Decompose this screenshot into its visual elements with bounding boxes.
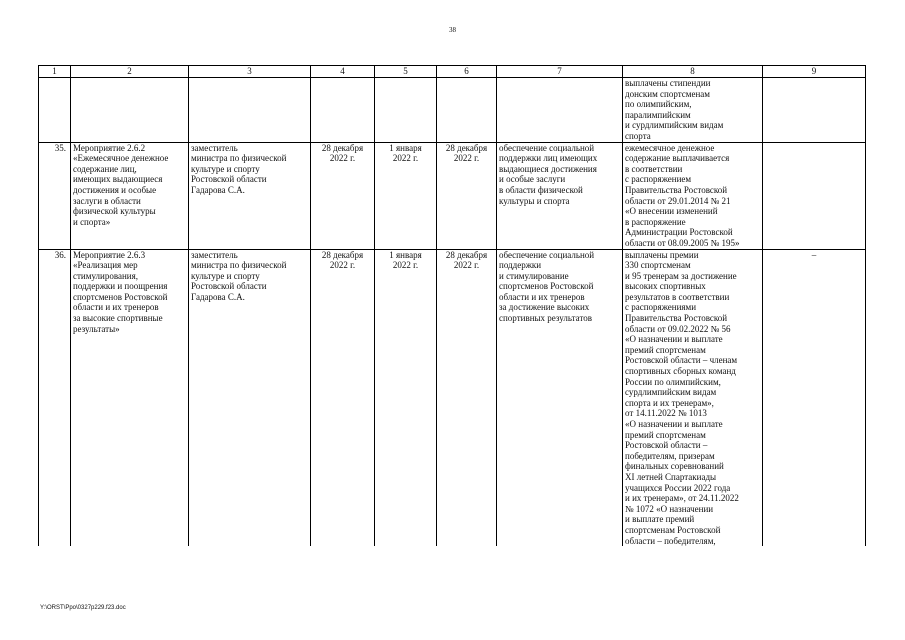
cell-line: Администрации Ростовской <box>625 227 733 238</box>
cell-line: победителям, призерам <box>625 450 715 461</box>
cell-line: Гадарова С.А. <box>191 291 245 302</box>
cell-line: 2022 г. <box>392 260 419 271</box>
cell-line: и выплате премий <box>625 514 695 525</box>
cell-line: спортивных результатов <box>499 313 593 324</box>
cell-line: с распоряжениями <box>625 302 697 313</box>
cell-line: Гадарова С.А. <box>191 184 245 195</box>
plan-date-cell <box>311 249 375 546</box>
cell-line: достижения и особые <box>73 184 157 195</box>
continuation-row <box>39 78 866 143</box>
note-cell: – <box>763 249 866 546</box>
column-number: 8 <box>623 66 763 78</box>
actual-result-cell <box>623 249 763 546</box>
cell-line: Правительства Ростовской <box>625 313 728 324</box>
row-number: 36. <box>39 249 71 546</box>
note-cell <box>763 142 866 249</box>
cell-line: области и их тренеров <box>73 302 159 313</box>
cell-line: в распоряжение <box>625 216 686 227</box>
table-row <box>39 142 866 249</box>
activity-cell <box>71 142 189 249</box>
cell-line: Ростовской области – <box>625 440 708 451</box>
file-path-footer: Y:\ORST\Ppo\0327p229.f23.doc <box>40 605 126 611</box>
cell-line: результаты» <box>73 323 120 334</box>
cell-line: 2022 г. <box>392 153 419 164</box>
cell-line: заместитель <box>191 142 238 153</box>
cell-line: Ростовской области <box>191 174 267 185</box>
column-number: 6 <box>437 66 497 78</box>
cell-line: области от 29.01.2014 № 21 <box>625 195 731 206</box>
cell-line: высоких спортивных <box>625 281 706 292</box>
column-number: 2 <box>71 66 189 78</box>
activity-cell <box>71 249 189 546</box>
cell-line: заместитель <box>191 249 238 260</box>
start-date-cell <box>375 142 437 249</box>
cell-line: донским спортсменам <box>625 88 710 99</box>
cell-line: физической культуры <box>73 206 156 217</box>
cell-line: области – победителям, <box>625 535 716 546</box>
cell-line: спортивных сборных команд <box>625 366 736 377</box>
cell-line: России по олимпийским, <box>625 376 721 387</box>
cell-line: 28 декабря <box>445 142 488 153</box>
cell-line: № 1072 «О назначении <box>625 503 714 514</box>
start-date-cell <box>375 249 437 546</box>
column-number: 4 <box>311 66 375 78</box>
cell-line: и 95 тренерам за достижение <box>625 270 737 281</box>
cell-line: содержание лиц, <box>73 163 137 174</box>
column-number: 7 <box>497 66 623 78</box>
cell-line: спорта <box>625 130 651 141</box>
cell-line: спортсменов Ростовской <box>499 281 594 292</box>
cell-line: от 14.11.2022 № 1013 <box>625 408 707 419</box>
cell-line: выплачены премии <box>625 249 699 260</box>
cell-line: поддержки лиц имеющих <box>499 153 598 164</box>
executor-cell <box>189 249 311 546</box>
end-date-cell <box>437 142 497 249</box>
continuation-result-cell <box>623 78 763 143</box>
executor-cell <box>189 142 311 249</box>
cell-line: в области физической <box>499 184 583 195</box>
plan-date-cell <box>311 142 375 249</box>
column-number: 3 <box>189 66 311 78</box>
cell-line: выплачены стипендии <box>625 78 711 88</box>
end-date-cell <box>437 249 497 546</box>
cell-line: области от 08.09.2005 № 195» <box>625 237 740 248</box>
cell-line: Мероприятие 2.6.3 <box>73 249 146 260</box>
cell-line: 28 декабря <box>445 249 488 260</box>
cell-line: стимулирования, <box>73 270 138 281</box>
cell-line: 28 декабря <box>321 142 364 153</box>
cell-line: сурдлимпийским видам <box>625 387 717 398</box>
cell-line: министра по физической <box>191 153 287 164</box>
cell-line: премий спортсменам <box>625 429 706 440</box>
cell-line: «Реализация мер <box>73 260 138 271</box>
cell-line: премий спортсменам <box>625 344 706 355</box>
page-number: 38 <box>449 26 456 34</box>
cell-line: и особые заслуги <box>499 174 566 185</box>
cell-line: за высокие спортивные <box>73 313 163 324</box>
cell-line: результатов в соответствии <box>625 291 730 302</box>
cell-line: «О внесении изменений <box>625 206 718 217</box>
cell-line: обеспечение социальной <box>499 142 595 153</box>
cell-line: министра по физической <box>191 260 287 271</box>
report-table <box>38 65 866 546</box>
cell-line: обеспечение социальной <box>499 249 595 260</box>
cell-line: поддержки <box>499 260 542 271</box>
column-number-row <box>39 66 866 78</box>
cell-line: ежемесячное денежное <box>625 142 715 153</box>
cell-line: по олимпийским, <box>625 99 692 110</box>
cell-line: области от 09.02.2022 № 56 <box>625 323 731 334</box>
expected-result-cell <box>497 249 623 546</box>
cell-line: с распоряжением <box>625 174 692 185</box>
row-number: 35. <box>39 142 71 249</box>
cell-line: культуры и спорта <box>499 195 570 206</box>
cell-line: спорта и их тренерам», <box>625 397 714 408</box>
cell-line: учащихся России 2022 года <box>625 482 731 493</box>
table-row <box>39 249 866 546</box>
cell-line: 330 спортсменам <box>625 260 691 271</box>
column-number: 5 <box>375 66 437 78</box>
cell-line: спортсменам Ростовской <box>625 524 721 535</box>
cell-line: Мероприятие 2.6.2 <box>73 142 146 153</box>
cell-line: «О назначении и выплате <box>625 419 723 429</box>
cell-line: заслуги в области <box>73 195 141 206</box>
cell-line: поддержки и поощрения <box>73 281 168 292</box>
cell-line: и их тренерам», от 24.11.2022 <box>625 493 739 504</box>
expected-result-cell <box>497 142 623 249</box>
cell-line: 2022 г. <box>329 260 356 271</box>
cell-line: Ростовской области <box>191 281 267 292</box>
cell-line: XI летней Спартакиады <box>625 471 717 482</box>
cell-line: в соответствии <box>625 163 683 174</box>
cell-line: культуре и спорту <box>191 163 260 174</box>
cell-line: и стимулирование <box>499 270 569 281</box>
cell-line: имеющих выдающиеся <box>73 174 163 185</box>
cell-line: 1 января <box>389 142 422 153</box>
cell-line: 28 декабря <box>321 249 364 260</box>
column-number: 9 <box>763 66 866 78</box>
cell-line: 1 января <box>389 249 422 260</box>
cell-line: спортсменов Ростовской <box>73 291 168 302</box>
column-number: 1 <box>39 66 71 78</box>
cell-line: содержание выплачивается <box>625 153 730 164</box>
cell-line: выдающиеся достижения <box>499 163 597 174</box>
cell-line: 2022 г. <box>453 260 480 271</box>
cell-line: «Ежемесячное денежное <box>73 153 169 164</box>
cell-line: «О назначении и выплате <box>625 334 723 345</box>
cell-line: 2022 г. <box>453 153 480 164</box>
cell-line: Правительства Ростовской <box>625 184 728 195</box>
cell-line: и спорта» <box>73 216 111 227</box>
cell-line: паралимпийским <box>625 109 691 120</box>
cell-line: и сурдлимпийским видам <box>625 120 724 131</box>
cell-line: Ростовской области – членам <box>625 355 738 366</box>
cell-line: финальных соревнований <box>625 461 724 472</box>
cell-line: области и их тренеров <box>499 291 585 302</box>
cell-line: за достижение высоких <box>499 302 590 313</box>
cell-line: культуре и спорту <box>191 270 260 281</box>
actual-result-cell <box>623 142 763 249</box>
cell-line: 2022 г. <box>329 153 356 164</box>
